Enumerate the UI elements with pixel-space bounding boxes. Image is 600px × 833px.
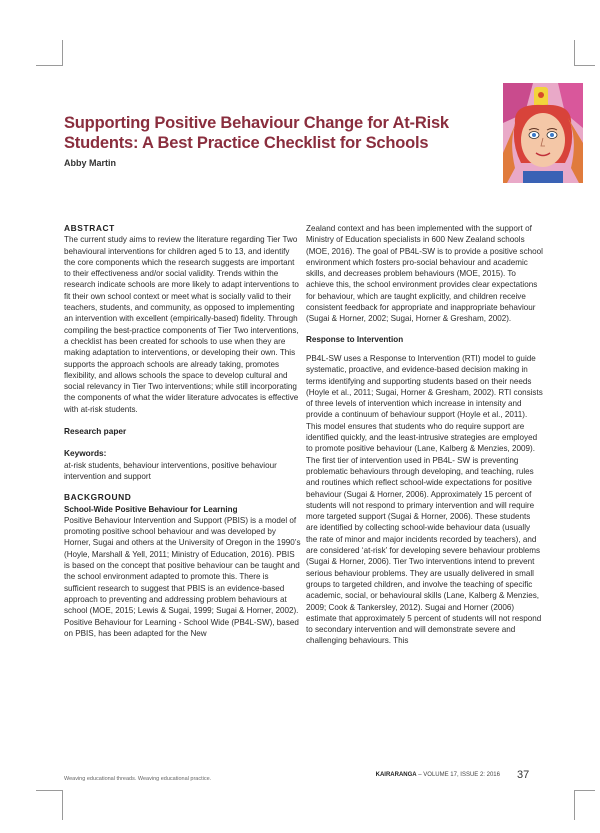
- crop-mark: [575, 65, 595, 66]
- rti-heading: Response to Intervention: [306, 334, 404, 344]
- page-number: 37: [517, 769, 530, 781]
- abstract-text: The current study aims to review the literature regarding Tier Two behavioural interventions for children aged 5 to 13, and identify the core components which the research suggests are important to their effectiveness and/or social validity. Trends within the research indicate schools are more likely to adapt interventions to fit their own school context or meet what is socially valid to their teachers, students, and community, as opposed to implementing an intervention with excellent (empirically-based) fidelity. Through compiling the best-practice components of Tier Two interventions, a checklist has been created for schools to use when they are making adaptation to interventions, or developing their own. This supports the approach schools are already taking, promotes flexibility, and allows schools the space to develop cultural and social relevancy in Tier Two interventions; while still incorporating the components of what the wider literature advocates is effective with at-risk students.: [64, 235, 299, 414]
- right-column: [306, 223, 543, 647]
- pbs-text: Positive Behaviour Intervention and Support (PBIS) is a model of promoting positive school behaviour and was developed by Horner, Sugai and others at the University of Oregon in the 1990’s (Hoyle, Marshall & Yell, 2011; Ministry of Education, 2016). PBIS is based on the concept that positive behaviour can be taught and the school environment adapted to promote this. There is sufficient research to suggest that PBIS is an evidence-based approach to preventing and addressing problem behaviours at school (MOE, 2015; Lewis & Sugai, 1999; Sugai & Horner, 2002). Positive Behaviour for Learning - School Wide (PB4L-SW), based on PBIS, has been adapted for the New: [64, 515, 301, 638]
- crop-mark: [62, 790, 63, 820]
- continued-text: Zealand context and has been implemented with the support of Ministry of Education specialists in 600 New Zealand schools (MOE, 2016). The goal of PB4L-SW is to provide a positive school environment which fosters pro-social behaviour and academic skills, and decreases problem behaviours (MOE, 2015). To achieve this, the school environment provides clear expectations for behaviour, which are taught explicitly, and children receive consistent feedback for appropriate and inappropriate behaviour (Sugai & Horner, 2002; Sugai, Horner & Gresham, 2002).: [306, 224, 543, 324]
- rti-text: PB4L-SW uses a Response to Intervention (RTI) model to guide systematic, proactive, and evidence-based decision making in terms identifying and supporting students based on their needs (Hoyle et al., 2011; Sugai, Horner & Gresham, 2002). RTI consists of three levels of intervention which increase in intensity and provide a continuum of behaviour support (Hoyle et al., 2011). This model ensures that students who do require support are identified quickly, and the least-intrusive strategies are employed to promote positive behaviour (Lane, Kalberg & Menzies, 2009). The first tier of intervention used in PB4L- SW is preventing problematic behaviours through developing, and teaching, rules and routines which reflect school-wide expectations for positive behaviour (Sugai & Horner, 2006). Approximately 15 percent of students will not respond to primary intervention and will require more targeted support (Sugai & Horner, 2006). These students are identified by collecting school-wide behaviour data (usually the rate of minor and major incidents recorded by teachers), and are considered ‘at-risk’ for developing severe behaviour problems (Sugai & Horner, 2006). Tier Two interventions intend to prevent serious behaviour problems. They are usually delivered in small groups to targeted children, and involve the teaching of specific academic, social, or behavioural skills (Lane, Kalberg & Menzies, 2009; Cook & Tankersley, 2012). Sugai and Horner (2006) estimate that approximately 5 percent of students will not respond to secondary intervention and will demonstrate severe and challenging behaviours. This: [306, 353, 543, 646]
- article-title: Supporting Positive Behaviour Change for At-Risk Students: A Best Practice Checklist for Schools: [64, 114, 449, 152]
- left-column: [64, 223, 301, 639]
- crop-mark: [575, 790, 595, 791]
- footer-journal: [376, 772, 500, 778]
- crop-mark: [36, 790, 62, 791]
- issue-info: – VOLUME 17, ISSUE 2: 2016: [416, 772, 500, 778]
- crop-mark: [574, 40, 575, 66]
- journal-name: KAIRARANGA: [375, 772, 417, 778]
- background-heading: BACKGROUND: [64, 492, 132, 503]
- crop-mark: [62, 40, 63, 66]
- pbs-heading: School-Wide Positive Behaviour for Learning: [64, 504, 238, 514]
- crop-mark: [574, 790, 575, 820]
- keywords-label: Keywords:: [64, 448, 107, 459]
- crop-mark: [36, 65, 62, 66]
- child-drawing-portrait-icon: [503, 83, 583, 183]
- keywords-text: at-risk students, behaviour interventions, positive behaviour intervention and support: [64, 460, 277, 481]
- abstract-heading: ABSTRACT: [64, 223, 115, 233]
- paper-type-label: Research paper: [64, 426, 127, 437]
- footer-tagline: Weaving educational threads. Weaving educational practice.: [64, 776, 212, 782]
- article-author: Abby Martin: [64, 158, 117, 168]
